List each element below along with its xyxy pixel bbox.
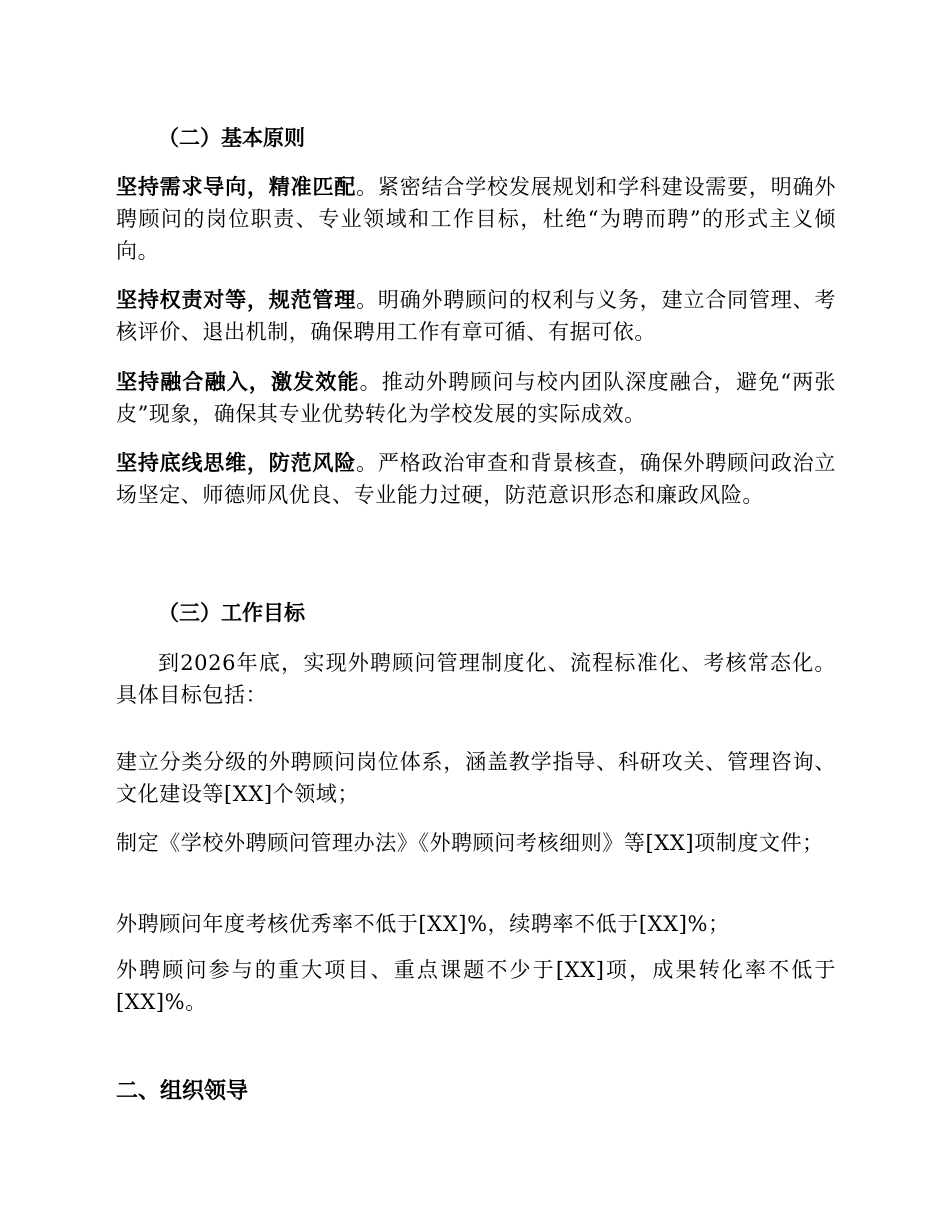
goal-item: 建立分类分级的外聘顾问岗位体系，涵盖教学指导、科研攻关、管理咨询、文化建设等[XX]个领域； — [116, 750, 836, 806]
goal-item: 外聘顾问参与的重大项目、重点课题不少于[XX]项，成果转化率不低于[XX]%。 — [116, 958, 836, 1014]
principle-text: 。紧密结合学校发展规划和学科建设需要，明确外聘顾问的岗位职责、专业领域和工作目标，杜绝“为聘而聘”的形式主义倾向。 — [116, 175, 836, 263]
principle-paragraph — [116, 447, 836, 511]
goal-item: 制定《学校外聘顾问管理办法》《外聘顾问考核细则》等[XX]项制度文件； — [116, 831, 824, 855]
goal-item: 外聘顾问年度考核优秀率不低于[XX]%，续聘率不低于[XX]%； — [116, 912, 730, 936]
principle-text: 。明确外聘顾问的权利与义务，建立合同管理、考核评价、退出机制，确保聘用工作有章可循、有据可依。 — [116, 288, 836, 344]
section-heading-organization: 二、组织领导 — [116, 1079, 249, 1104]
section-heading-goals: （三）工作目标 — [158, 601, 305, 625]
principle-lead: 坚持底线思维，防范风险 — [116, 451, 357, 475]
section-heading-principles: （二）基本原则 — [158, 126, 305, 150]
principle-paragraph — [116, 284, 836, 348]
goals-intro: 到2026年底，实现外聘顾问管理制度化、流程标准化、考核常态化。具体目标包括： — [116, 651, 836, 707]
principle-paragraph — [116, 366, 836, 430]
principle-lead: 坚持融合融入，激发效能 — [116, 370, 360, 394]
principle-text: 。推动外聘顾问与校内团队深度融合，避免“两张皮”现象，确保其专业优势转化为学校发展的实际成效。 — [116, 370, 836, 426]
principle-text: 。严格政治审查和背景核查，确保外聘顾问政治立场坚定、师德师风优良、专业能力过硬，防范意识形态和廉政风险。 — [116, 451, 836, 507]
principle-lead: 坚持权责对等，规范管理 — [116, 288, 357, 312]
principle-paragraph — [116, 171, 836, 267]
principle-lead: 坚持需求导向，精准匹配 — [116, 175, 357, 199]
